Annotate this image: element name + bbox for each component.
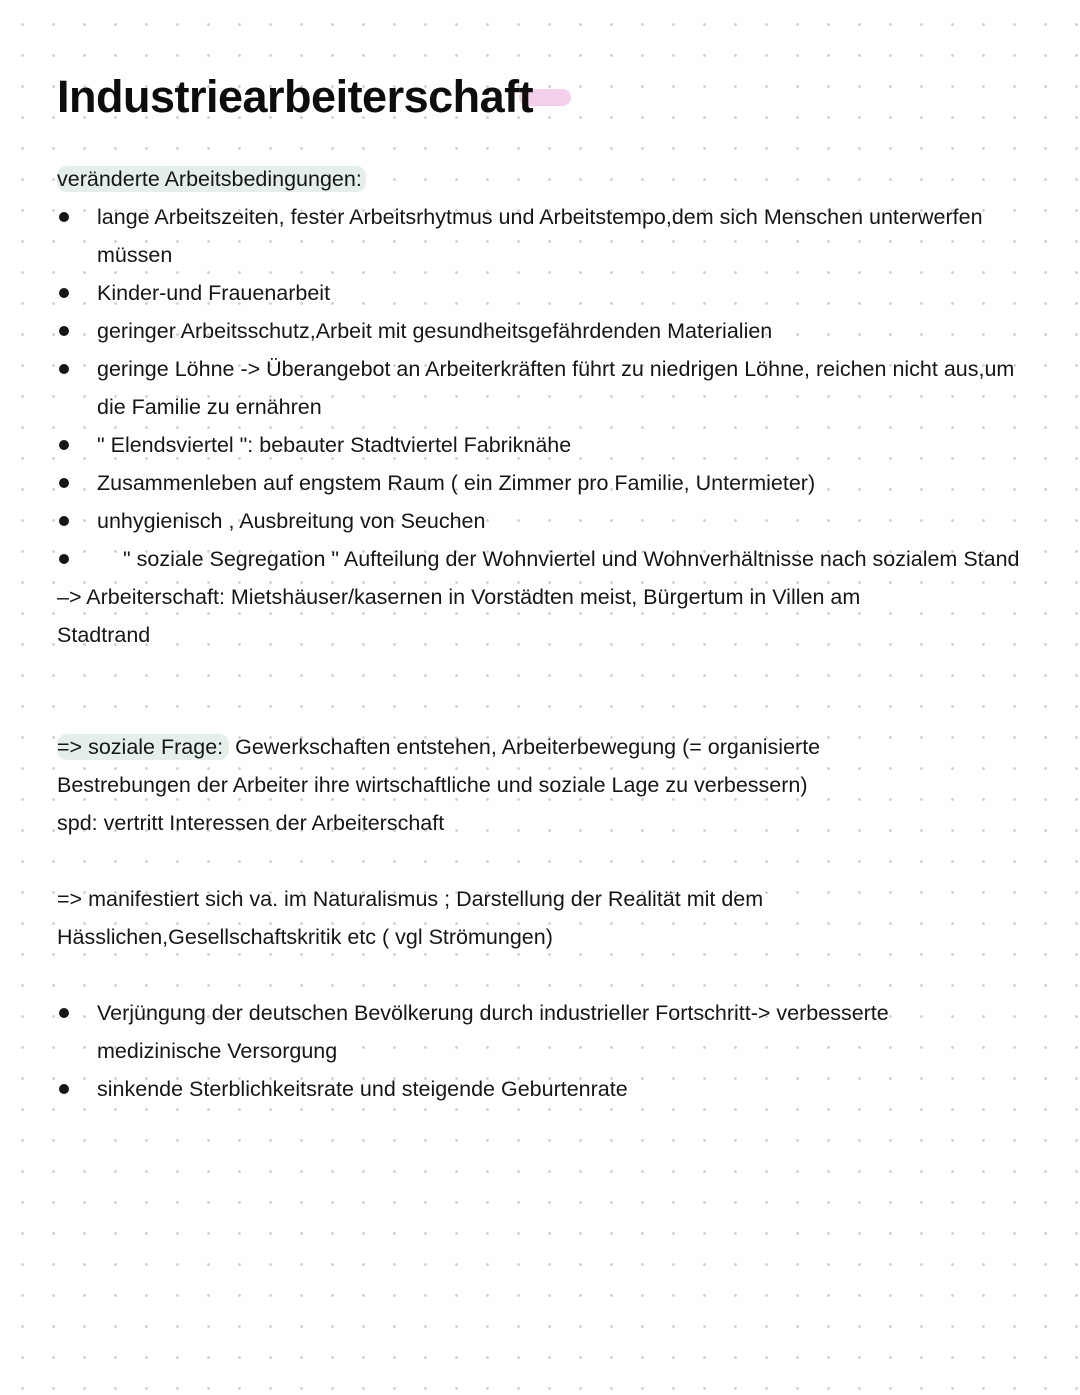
list-item: Verjüngung der deutschen Bevölkerung durch industrieller Fortschritt-> verbesserte medizinische Versorgung	[57, 994, 997, 1070]
title-area	[57, 70, 533, 126]
list-item	[57, 540, 1037, 578]
social-question-text: Gewerkschaften entstehen, Arbeiterbewegung (= organisierte Bestrebungen der Arbeiter ihre wirtschaftliche und soziale Lage zu verbessern)	[57, 735, 821, 797]
social-question-label: => soziale Frage:	[57, 734, 229, 760]
list-item: " Elendsviertel ": bebauter Stadtviertel Fabriknähe	[57, 426, 1037, 464]
naturalism-section	[57, 880, 857, 956]
list-item: unhygienisch , Ausbreitung von Seuchen	[57, 502, 1037, 540]
list-item: geringer Arbeitsschutz,Arbeit mit gesundheitsgefährdenden Materialien	[57, 312, 1037, 350]
population-list	[57, 994, 997, 1108]
social-question-section	[57, 728, 917, 842]
conditions-list	[57, 198, 1037, 578]
population-section	[57, 994, 997, 1108]
conditions-section	[57, 160, 1037, 654]
conditions-conclusion: –> Arbeiterschaft: Mietshäuser/kasernen in Vorstädten meist, Bürgertum in Villen am Stadtrand	[57, 585, 861, 647]
list-item: geringe Löhne -> Überangebot an Arbeiterkräften führt zu niedrigen Löhne, reichen nicht aus,um die Familie zu ernähren	[57, 350, 1037, 426]
list-item: Kinder-und Frauenarbeit	[57, 274, 1037, 312]
list-item: Zusammenleben auf engstem Raum ( ein Zimmer pro Familie, Untermieter)	[57, 464, 1037, 502]
spd-line: spd: vertritt Interessen der Arbeiterschaft	[57, 811, 445, 835]
naturalism-text: => manifestiert sich va. im Naturalismus ; Darstellung der Realität mit dem Hässlichen,Gesellschaftskritik etc ( vgl Strömungen)	[57, 887, 764, 949]
list-item: sinkende Sterblichkeitsrate und steigende Geburtenrate	[57, 1070, 997, 1108]
social-question-paragraph	[57, 728, 917, 804]
list-item: lange Arbeitszeiten, fester Arbeitsrhytmus und Arbeitstempo,dem sich Menschen unterwerfen müssen	[57, 198, 1037, 274]
conditions-heading-text: veränderte Arbeitsbedingungen:	[57, 166, 366, 192]
segregation-text: " soziale Segregation " Aufteilung der Wohnviertel und Wohnverhältnisse nach sozialem Stand	[123, 547, 1020, 571]
conditions-heading	[57, 160, 1037, 198]
page-title: Industriearbeiterschaft	[57, 71, 534, 122]
